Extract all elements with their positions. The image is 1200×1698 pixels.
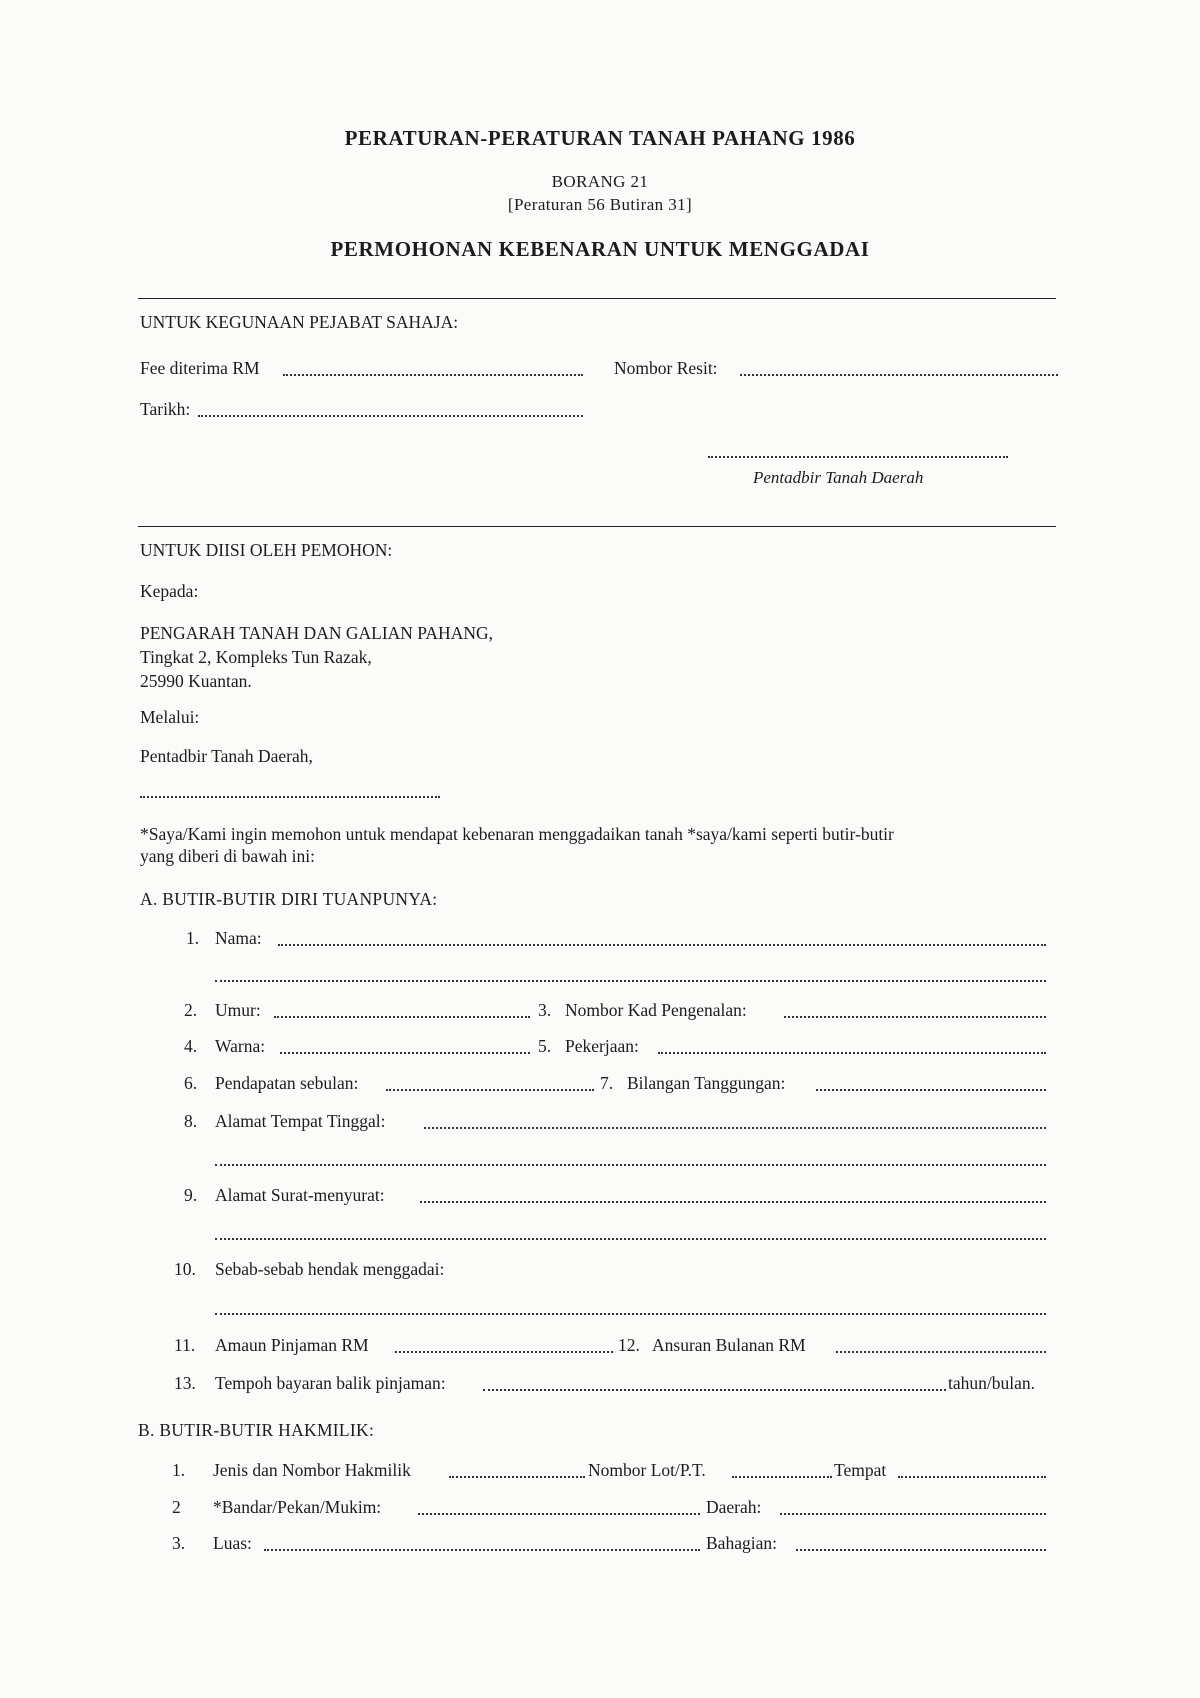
occupation-label: Pekerjaan: (565, 1036, 639, 1056)
item-number: 8. (184, 1111, 198, 1131)
town-mukim-field[interactable] (418, 1513, 700, 1515)
mortgage-reason-label: Sebab-sebab hendak menggadai: (215, 1259, 445, 1279)
date-label: Tarikh: (140, 399, 191, 419)
form-title: PERMOHONAN KEBENARAN UNTUK MENGGADAI (330, 237, 870, 261)
item-number: 3. (538, 1000, 552, 1020)
statement-line-1: *Saya/Kami ingin memohon untuk mendapat kebenaran menggadaikan tanah *saya/kami seperti butir-butir (140, 824, 894, 844)
item-number: 11. (174, 1335, 196, 1355)
dependents-label: Bilangan Tanggungan: (627, 1073, 786, 1093)
town-mukim-label: *Bandar/Pekan/Mukim: (213, 1497, 382, 1517)
addressee-line-3: 25990 Kuantan. (140, 671, 252, 691)
item-number: 7. (600, 1073, 614, 1093)
item-number: 2 (172, 1497, 181, 1517)
mortgage-reason-field[interactable] (215, 1313, 1046, 1315)
race-label: Warna: (215, 1036, 266, 1056)
item-number: 5. (538, 1036, 552, 1056)
residential-address-line-2[interactable] (215, 1164, 1046, 1166)
regulation-title: PERATURAN-PERATURAN TANAH PAHANG 1986 (344, 126, 856, 150)
administrator-signature-line[interactable] (708, 456, 1008, 458)
divider-middle (138, 526, 1056, 527)
loan-amount-label: Amaun Pinjaman RM (215, 1335, 369, 1355)
item-number: 1. (172, 1460, 186, 1480)
share-label: Bahagian: (706, 1533, 777, 1553)
area-label: Luas: (213, 1533, 252, 1553)
mailing-address-line-2[interactable] (215, 1238, 1046, 1240)
age-field[interactable] (274, 1016, 530, 1018)
place-field[interactable] (898, 1476, 1046, 1478)
applicant-heading: UNTUK DIISI OLEH PEMOHON: (140, 540, 393, 560)
lot-number-field[interactable] (732, 1476, 832, 1478)
repayment-period-unit: tahun/bulan. (948, 1373, 1035, 1393)
item-number: 6. (184, 1073, 198, 1093)
area-field[interactable] (264, 1549, 700, 1551)
divider-top (138, 298, 1056, 299)
item-number: 13. (174, 1373, 196, 1393)
item-number: 12. (618, 1335, 640, 1355)
district-label: Daerah: (706, 1497, 762, 1517)
via-label: Melalui: (140, 707, 200, 727)
section-a-heading: A. BUTIR-BUTIR DIRI TUANPUNYA: (140, 889, 438, 909)
lot-number-label: Nombor Lot/P.T. (588, 1460, 706, 1480)
item-number: 3. (172, 1533, 186, 1553)
mailing-address-field[interactable] (420, 1201, 1046, 1203)
title-type-number-field[interactable] (449, 1476, 585, 1478)
ic-number-field[interactable] (784, 1016, 1046, 1018)
repayment-period-label: Tempoh bayaran balik pinjaman: (215, 1373, 446, 1393)
monthly-income-field[interactable] (386, 1089, 594, 1091)
mailing-address-label: Alamat Surat-menyurat: (215, 1185, 385, 1205)
monthly-installment-field[interactable] (836, 1351, 1046, 1353)
addressee-line-1: PENGARAH TANAH DAN GALIAN PAHANG, (140, 623, 493, 643)
item-number: 10. (174, 1259, 196, 1279)
addressee-line-2: Tingkat 2, Kompleks Tun Razak, (140, 647, 372, 667)
name-field-line-2[interactable] (215, 980, 1046, 982)
residential-address-field[interactable] (424, 1127, 1046, 1129)
ic-number-label: Nombor Kad Pengenalan: (565, 1000, 747, 1020)
repayment-period-field[interactable] (483, 1389, 946, 1391)
receipt-field[interactable] (740, 374, 1058, 376)
item-number: 1. (186, 928, 200, 948)
to-label: Kepada: (140, 581, 199, 601)
item-number: 2. (184, 1000, 198, 1020)
administrator-signature-label: Pentadbir Tanah Daerah (753, 468, 924, 487)
statement-line-2: yang diberi di bawah ini: (140, 846, 315, 866)
item-number: 9. (184, 1185, 198, 1205)
office-use-heading: UNTUK KEGUNAAN PEJABAT SAHAJA: (140, 312, 459, 332)
section-b-heading: B. BUTIR-BUTIR HAKMILIK: (138, 1420, 375, 1440)
title-type-number-label: Jenis dan Nombor Hakmilik (213, 1460, 411, 1480)
name-field[interactable] (278, 944, 1046, 946)
monthly-installment-label: Ansuran Bulanan RM (652, 1335, 806, 1355)
receipt-label: Nombor Resit: (614, 358, 718, 378)
district-field[interactable] (140, 796, 440, 798)
date-field[interactable] (198, 415, 583, 417)
title-district-field[interactable] (780, 1513, 1046, 1515)
occupation-field[interactable] (658, 1052, 1046, 1054)
age-label: Umur: (215, 1000, 261, 1020)
fee-field[interactable] (283, 374, 583, 376)
place-label: Tempat (834, 1460, 887, 1480)
form-number: BORANG 21 (551, 172, 649, 191)
monthly-income-label: Pendapatan sebulan: (215, 1073, 359, 1093)
via-name: Pentadbir Tanah Daerah, (140, 746, 313, 766)
race-field[interactable] (280, 1052, 530, 1054)
residential-address-label: Alamat Tempat Tinggal: (215, 1111, 386, 1131)
regulation-reference: [Peraturan 56 Butiran 31] (507, 195, 693, 214)
item-number: 4. (184, 1036, 198, 1056)
name-label: Nama: (215, 928, 262, 948)
dependents-field[interactable] (816, 1089, 1046, 1091)
loan-amount-field[interactable] (395, 1351, 613, 1353)
fee-label: Fee diterima RM (140, 358, 260, 378)
share-field[interactable] (796, 1549, 1046, 1551)
